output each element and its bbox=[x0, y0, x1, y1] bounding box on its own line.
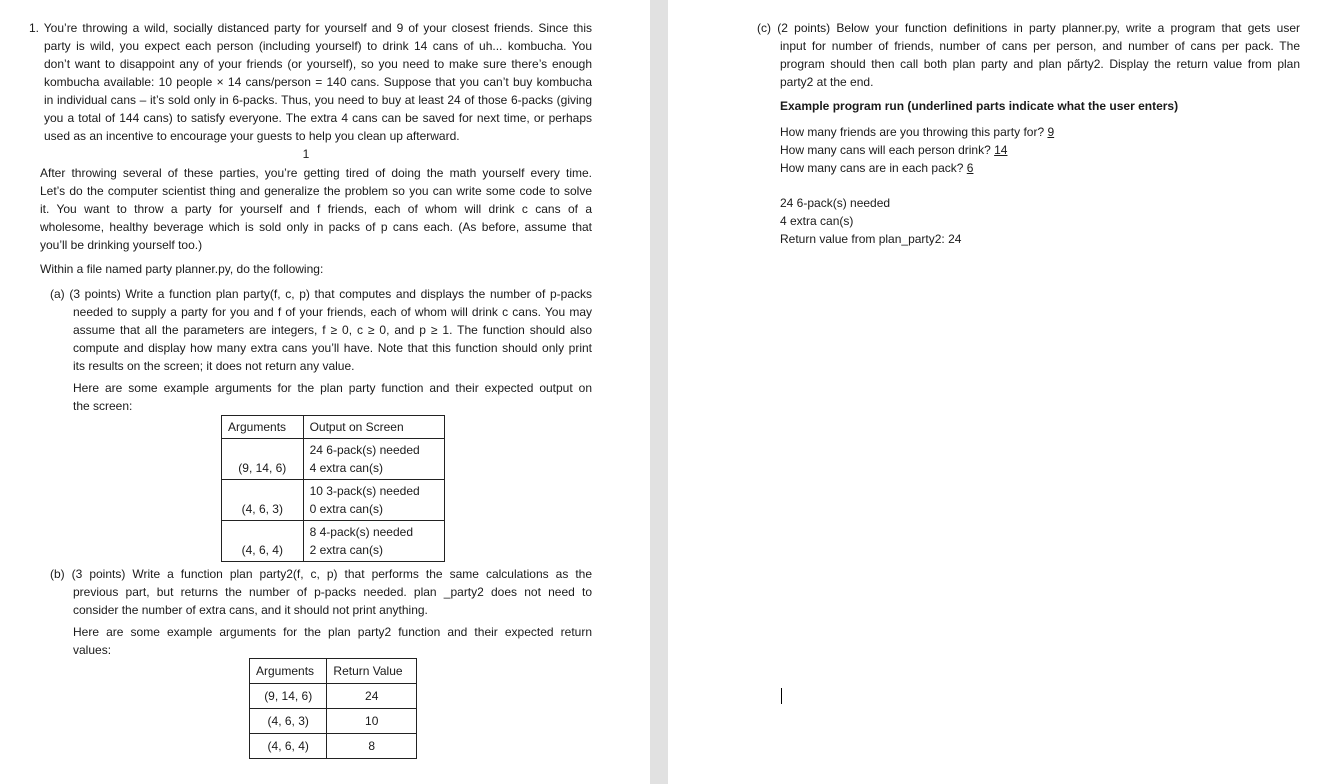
part-b-paragraph bbox=[50, 565, 592, 619]
user-input: 6 bbox=[966, 161, 974, 175]
output-line: 8 4-pack(s) needed bbox=[309, 525, 413, 539]
table-cell-output bbox=[303, 480, 444, 521]
example-run-prompts bbox=[780, 123, 1300, 177]
part-b-line: consider the number of extra cans, and it should not print anything. bbox=[73, 603, 428, 617]
para2-line: Let’s do the computer scientist thing and generalize the problem so you can write some code to solve bbox=[40, 184, 592, 198]
text-cursor bbox=[781, 688, 782, 704]
q1-line: party is wild, you expect each person (including yourself) to drink 14 cans of uh... kombucha. You bbox=[44, 39, 592, 53]
question-1-paragraph bbox=[29, 19, 592, 145]
output-line: 24 6-pack(s) needed bbox=[309, 443, 420, 457]
table-row bbox=[222, 480, 445, 521]
q1-line: you a total of 144 cans) to satisfy everyone. The extra 4 cans can be saved for next time, or perhaps bbox=[44, 111, 592, 125]
prompt-text: How many cans will each person drink? bbox=[780, 143, 995, 157]
output-line: 0 extra can(s) bbox=[309, 502, 383, 516]
prompt-text: How many friends are you throwing this party for? bbox=[780, 125, 1048, 139]
part-b-line: previous part, but returns the number of p-packs needed. plan _party2 does not need to bbox=[73, 585, 592, 599]
user-input: 14 bbox=[994, 143, 1008, 157]
para2-line: After throwing several of these parties, you’re getting tired of doing the math yourself every time. bbox=[40, 166, 592, 180]
document-page-right bbox=[668, 0, 1317, 784]
table-row bbox=[250, 709, 417, 734]
part-a-line: assume that all the parameters are integers, f ≥ 0, c ≥ 0, and p ≥ 1. The function should also bbox=[73, 323, 592, 337]
table-header-cell: Arguments bbox=[250, 659, 327, 684]
part-b-intro-line: Here are some example arguments for the plan party2 function and their expected return bbox=[73, 625, 592, 639]
page-gutter bbox=[650, 0, 668, 784]
output-line: 4 extra can(s) bbox=[780, 214, 854, 228]
document-page-left bbox=[0, 0, 650, 784]
q1-line: in individual cans – it’s sold only in 6-packs. Thus, you need to buy at least 24 of those 6-packs (giving bbox=[44, 93, 592, 107]
para2-line: it. You want to throw a party for yourself and f friends, each of whom will drink c cans of a bbox=[40, 202, 592, 216]
table-row bbox=[250, 684, 417, 709]
table-cell-output bbox=[303, 439, 444, 480]
part-a-intro-line: the screen: bbox=[73, 399, 133, 413]
part-b-intro-line: values: bbox=[73, 643, 112, 657]
table-header-cell: Return Value bbox=[327, 659, 417, 684]
table-row bbox=[222, 439, 445, 480]
part-c-line: input for number of friends, number of cans per person, and number of cans per pack. The bbox=[780, 39, 1300, 53]
q1-line: used as an incentive to encourage your guests to help you clean up afterward. bbox=[44, 129, 460, 143]
part-a-intro-line: Here are some example arguments for the plan party function and their expected output on bbox=[73, 381, 592, 395]
table-header-cell: Output on Screen bbox=[303, 416, 444, 439]
prompt-line bbox=[780, 141, 1300, 159]
prompt-line bbox=[780, 159, 1300, 177]
para2-line: wholesome, healthy beverage which is sold only in packs of p cans each. (As before, assume that bbox=[40, 220, 592, 234]
part-c-line: party2 at the end. bbox=[780, 75, 874, 89]
table-cell-args: (9, 14, 6) bbox=[250, 684, 327, 709]
example-run-title: Example program run (underlined parts indicate what the user enters) bbox=[780, 99, 1179, 113]
table-row bbox=[222, 521, 445, 562]
q1-line: kombucha available: 10 people × 14 cans/person = 140 cans. Suppose that you can’t buy kombucha bbox=[44, 75, 592, 89]
part-c-paragraph bbox=[757, 19, 1300, 91]
plan-party2-example-table bbox=[249, 658, 417, 759]
part-a-paragraph bbox=[50, 285, 592, 375]
part-b-examples-intro bbox=[73, 623, 592, 659]
output-line: 24 6-pack(s) needed bbox=[780, 196, 891, 210]
table-cell-output bbox=[303, 521, 444, 562]
table-cell-args: (4, 6, 3) bbox=[250, 709, 327, 734]
table-header-row bbox=[222, 416, 445, 439]
table-cell-return: 8 bbox=[327, 734, 417, 759]
part-b-line: (b) (3 points) Write a function plan party2(f, c, p) that performs the same calculations as the bbox=[50, 567, 592, 581]
output-line: 10 3-pack(s) needed bbox=[309, 484, 420, 498]
part-a-line: compute and display how many extra cans you’ll have. Note that this function should only print bbox=[73, 341, 592, 355]
para2-line: you’ll be drinking yourself too.) bbox=[40, 238, 203, 252]
args-text: (9, 14, 6) bbox=[238, 461, 287, 475]
table-cell-args bbox=[222, 439, 304, 480]
output-line: Return value from plan_party2: 24 bbox=[780, 232, 962, 246]
table-cell-return: 24 bbox=[327, 684, 417, 709]
footnote-number: 1 bbox=[302, 147, 310, 161]
q1-line: don’t want to disappoint any of your friends (or yourself), so you need to make sure there’s enough bbox=[44, 57, 592, 71]
part-c-line: (c) (2 points) Below your function definitions in party planner.py, write a program that gets user bbox=[757, 21, 1300, 35]
table-cell-return: 10 bbox=[327, 709, 417, 734]
example-run-output bbox=[780, 194, 1300, 248]
prompt-text: How many cans are in each pack? bbox=[780, 161, 967, 175]
generalization-paragraph bbox=[40, 164, 592, 254]
part-a-line: its results on the screen; it does not return any value. bbox=[73, 359, 355, 373]
table-header-row bbox=[250, 659, 417, 684]
table-cell-args: (4, 6, 4) bbox=[250, 734, 327, 759]
table-cell-args bbox=[222, 521, 304, 562]
user-input: 9 bbox=[1047, 125, 1055, 139]
within-file-instruction: Within a file named party planner.py, do the following: bbox=[40, 262, 324, 276]
part-c-line: program should then call both plan party and plan pa̋rty2. Display the return value from plan bbox=[780, 57, 1300, 71]
args-text: (4, 6, 3) bbox=[241, 502, 283, 516]
part-a-examples-intro bbox=[73, 379, 592, 415]
output-line: 4 extra can(s) bbox=[309, 461, 383, 475]
table-cell-args bbox=[222, 480, 304, 521]
q1-line: 1. You’re throwing a wild, socially distanced party for yourself and 9 of your closest friends. Since this bbox=[29, 21, 592, 35]
part-a-line: (a) (3 points) Write a function plan party(f, c, p) that computes and displays the number of p-packs bbox=[50, 287, 592, 301]
args-text: (4, 6, 4) bbox=[241, 543, 283, 557]
plan-party-example-table bbox=[221, 415, 445, 562]
output-line: 2 extra can(s) bbox=[309, 543, 383, 557]
prompt-line bbox=[780, 123, 1300, 141]
part-a-line: needed to supply a party for you and f of your friends, each of whom will drink c cans. You may bbox=[73, 305, 592, 319]
table-row bbox=[250, 734, 417, 759]
table-header-cell: Arguments bbox=[222, 416, 304, 439]
